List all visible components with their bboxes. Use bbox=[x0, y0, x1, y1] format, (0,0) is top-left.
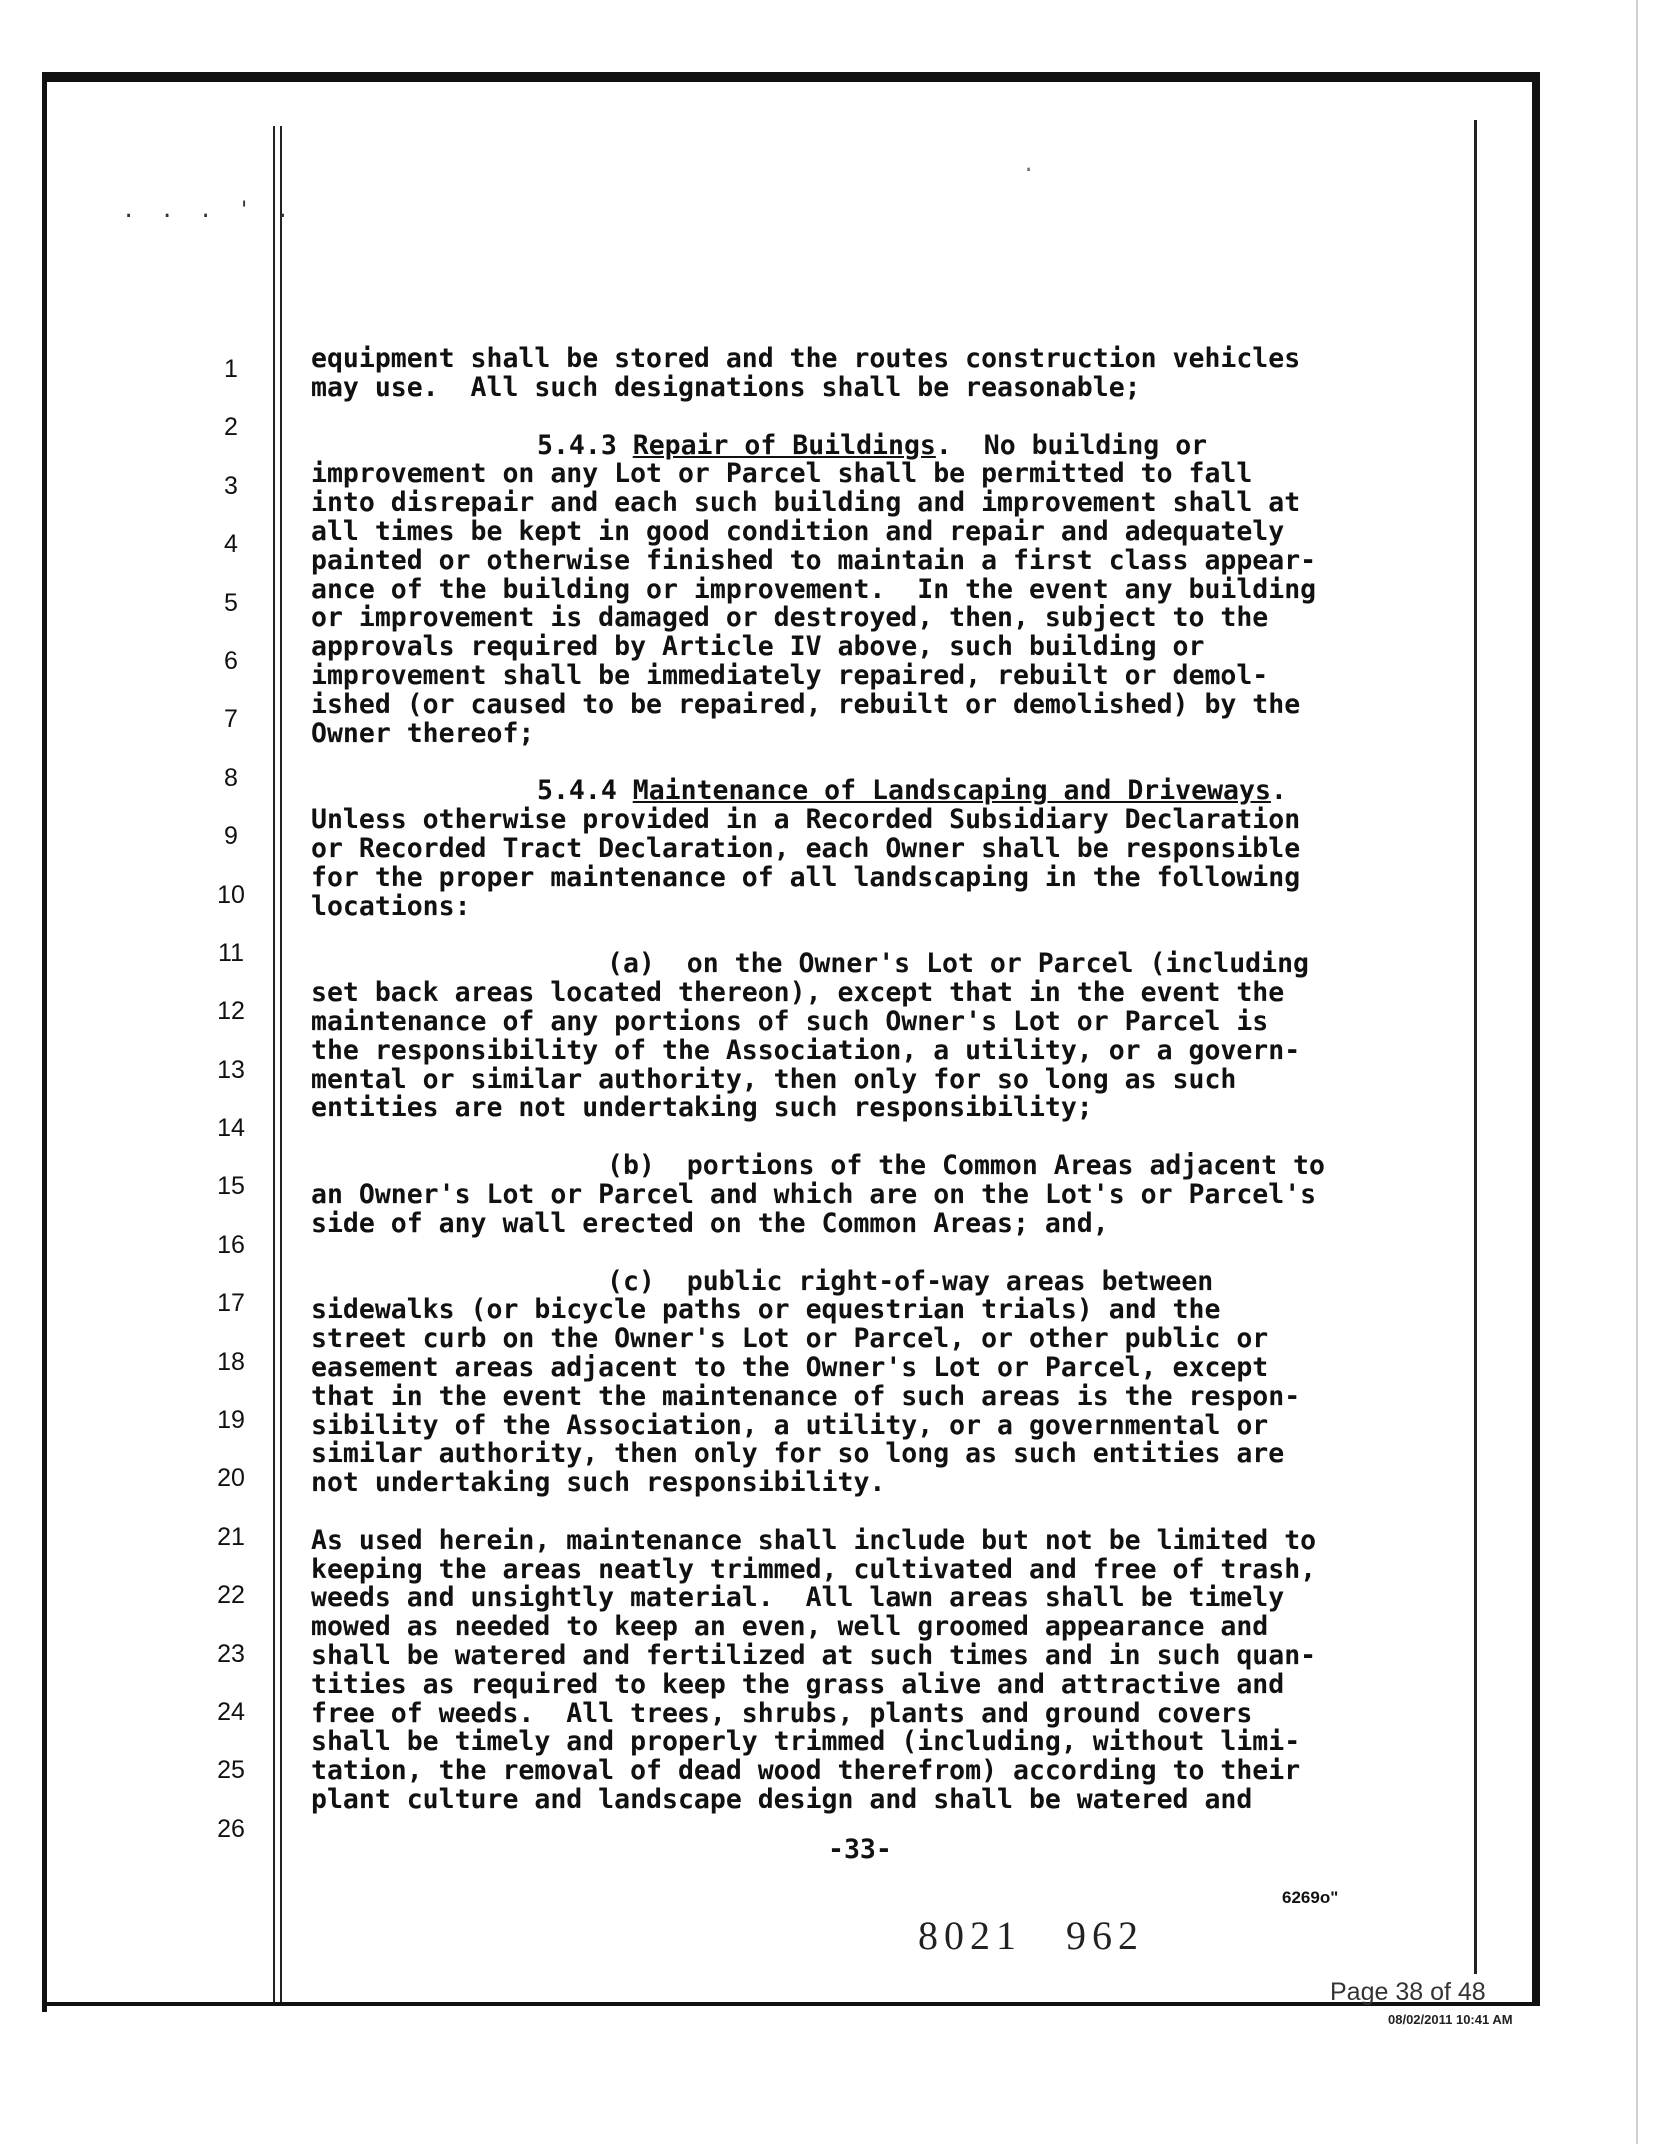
clause-b bbox=[311, 1152, 1437, 1238]
line-number: 25 bbox=[217, 1756, 245, 1785]
line-number: 8 bbox=[224, 763, 238, 792]
clause-c-text: (c) public right-of-way areas between sidewalks (or bicycle paths or equestrian trials) and the street curb on the Owner's Lot or Parcel, or other public or easement areas adjacent to the Owner's Lot or Parcel, except that in the event the maintenance of such areas is the respon- sibility of the Association, a utility, or a governmental or similar authority, then only for so long as such entities are not undertaking such responsibility. bbox=[311, 1265, 1301, 1499]
recording-stamp bbox=[918, 1912, 1188, 1959]
margin-dots: . . . ' . bbox=[122, 198, 296, 223]
line-number: 10 bbox=[217, 880, 245, 909]
line-number: 24 bbox=[217, 1697, 245, 1726]
paragraph-equipment: equipment shall be stored and the routes construction vehicles may use. All such designations shall be reasonable; bbox=[311, 343, 1301, 403]
section-5-4-3 bbox=[311, 429, 1437, 749]
line-number: 19 bbox=[217, 1406, 245, 1435]
line-number: 13 bbox=[217, 1055, 245, 1084]
page-frame-top bbox=[44, 72, 1540, 82]
line-number: 26 bbox=[217, 1814, 245, 1843]
page-frame-left bbox=[42, 72, 47, 2012]
left-margin-rule-inner bbox=[280, 126, 282, 2002]
document-body bbox=[311, 345, 1437, 1815]
paragraph-maintenance: As used herein, maintenance shall include but not be limited to keeping the areas neatly trimmed, cultivated and free of trash, weeds and unsightly material. All lawn areas shall be timely mowed as needed to keep an even, well groomed appearance and shall be watered and fertilized at such times and in such quan- tities as required to keep the grass alive and attractive and free of weeds. All trees, shrubs, plants and ground covers shall be timely and properly trimmed (including, without limi- tation, the removal of dead wood therefrom) according to their plant culture and landscape design and shall be watered and bbox=[311, 1524, 1317, 1816]
page-frame-right bbox=[1532, 80, 1540, 2006]
section-5-4-4 bbox=[311, 777, 1437, 921]
scan-speck: · bbox=[1022, 158, 1036, 183]
document-code: 6269o" bbox=[1282, 1888, 1339, 1907]
scan-edge-line bbox=[1636, 0, 1638, 2144]
line-number: 15 bbox=[217, 1172, 245, 1201]
page-number: -33- bbox=[828, 1834, 892, 1865]
line-number: 16 bbox=[217, 1230, 245, 1259]
clause-a-text: (a) on the Owner's Lot or Parcel (including set back areas located thereon), except that in the event the maintenance of any portions of such Owner's Lot or Parcel is the responsibility of the Association, a utility, or a govern- mental or similar authority, then only for so long as such entities are not undertaking such responsibility; bbox=[311, 948, 1309, 1124]
section-5-4-3-number: 5.4.3 bbox=[537, 429, 633, 461]
line-number: 11 bbox=[218, 938, 244, 967]
left-margin-rule bbox=[273, 126, 275, 2002]
section-5-4-4-text: . Unless otherwise provided in a Recorded Subsidiary Declaration or Recorded Tract Declaration, each Owner shall be responsible for the proper maintenance of all landscaping in the following locations: bbox=[311, 775, 1301, 922]
line-number: 4 bbox=[224, 530, 238, 559]
page-frame-bottom bbox=[42, 2002, 1534, 2006]
line-number: 21 bbox=[217, 1522, 245, 1551]
line-number: 23 bbox=[217, 1639, 245, 1668]
line-number: 2 bbox=[224, 413, 238, 442]
line-number: 1 bbox=[224, 355, 238, 383]
line-number: 7 bbox=[224, 705, 238, 734]
line-number: 17 bbox=[217, 1289, 245, 1318]
page-of-label: Page 38 of 48 bbox=[1330, 1978, 1486, 2006]
line-number: 6 bbox=[224, 646, 238, 675]
line-number: 14 bbox=[217, 1114, 245, 1143]
line-number: 18 bbox=[217, 1347, 245, 1376]
line-number: 12 bbox=[217, 997, 245, 1026]
line-number: 9 bbox=[224, 822, 238, 851]
section-5-4-3-heading: Repair of Buildings bbox=[632, 429, 936, 461]
recording-book: 8021 bbox=[918, 1913, 1022, 1958]
line-number: 22 bbox=[217, 1581, 245, 1610]
clause-c bbox=[311, 1265, 1437, 1499]
line-number: 3 bbox=[224, 471, 238, 500]
print-timestamp: 08/02/2011 10:41 AM bbox=[1388, 2012, 1513, 2027]
line-number: 20 bbox=[217, 1464, 245, 1493]
line-number: 5 bbox=[224, 588, 238, 617]
right-margin-rule bbox=[1474, 120, 1477, 1974]
section-5-4-4-heading: Maintenance of Landscaping and Driveways bbox=[632, 775, 1271, 807]
section-5-4-4-number: 5.4.4 bbox=[537, 775, 633, 807]
line-number-column bbox=[206, 352, 256, 1870]
clause-b-text: (b) portions of the Common Areas adjacent to an Owner's Lot or Parcel and which are on the Lot's or Parcel's side of any wall erected on the Common Areas; and, bbox=[311, 1150, 1325, 1239]
recording-page: 962 bbox=[1066, 1913, 1144, 1958]
clause-a bbox=[311, 950, 1437, 1123]
section-5-4-3-text: . No building or improvement on any Lot or Parcel shall be permitted to fall into disrepair and each such building and improvement shall at all times be kept in good condition and repair and adequately painted or otherwise finished to maintain a first class appear- ance of the building or improvement. In the event any building or improvement is damaged or destroyed, then, subject to the approvals required by Article IV above, such building or improvement shall be immediately repaired, rebuilt or demol- ished (or caused to be repaired, rebuilt or demolished) by the Owner thereof; bbox=[311, 429, 1317, 749]
